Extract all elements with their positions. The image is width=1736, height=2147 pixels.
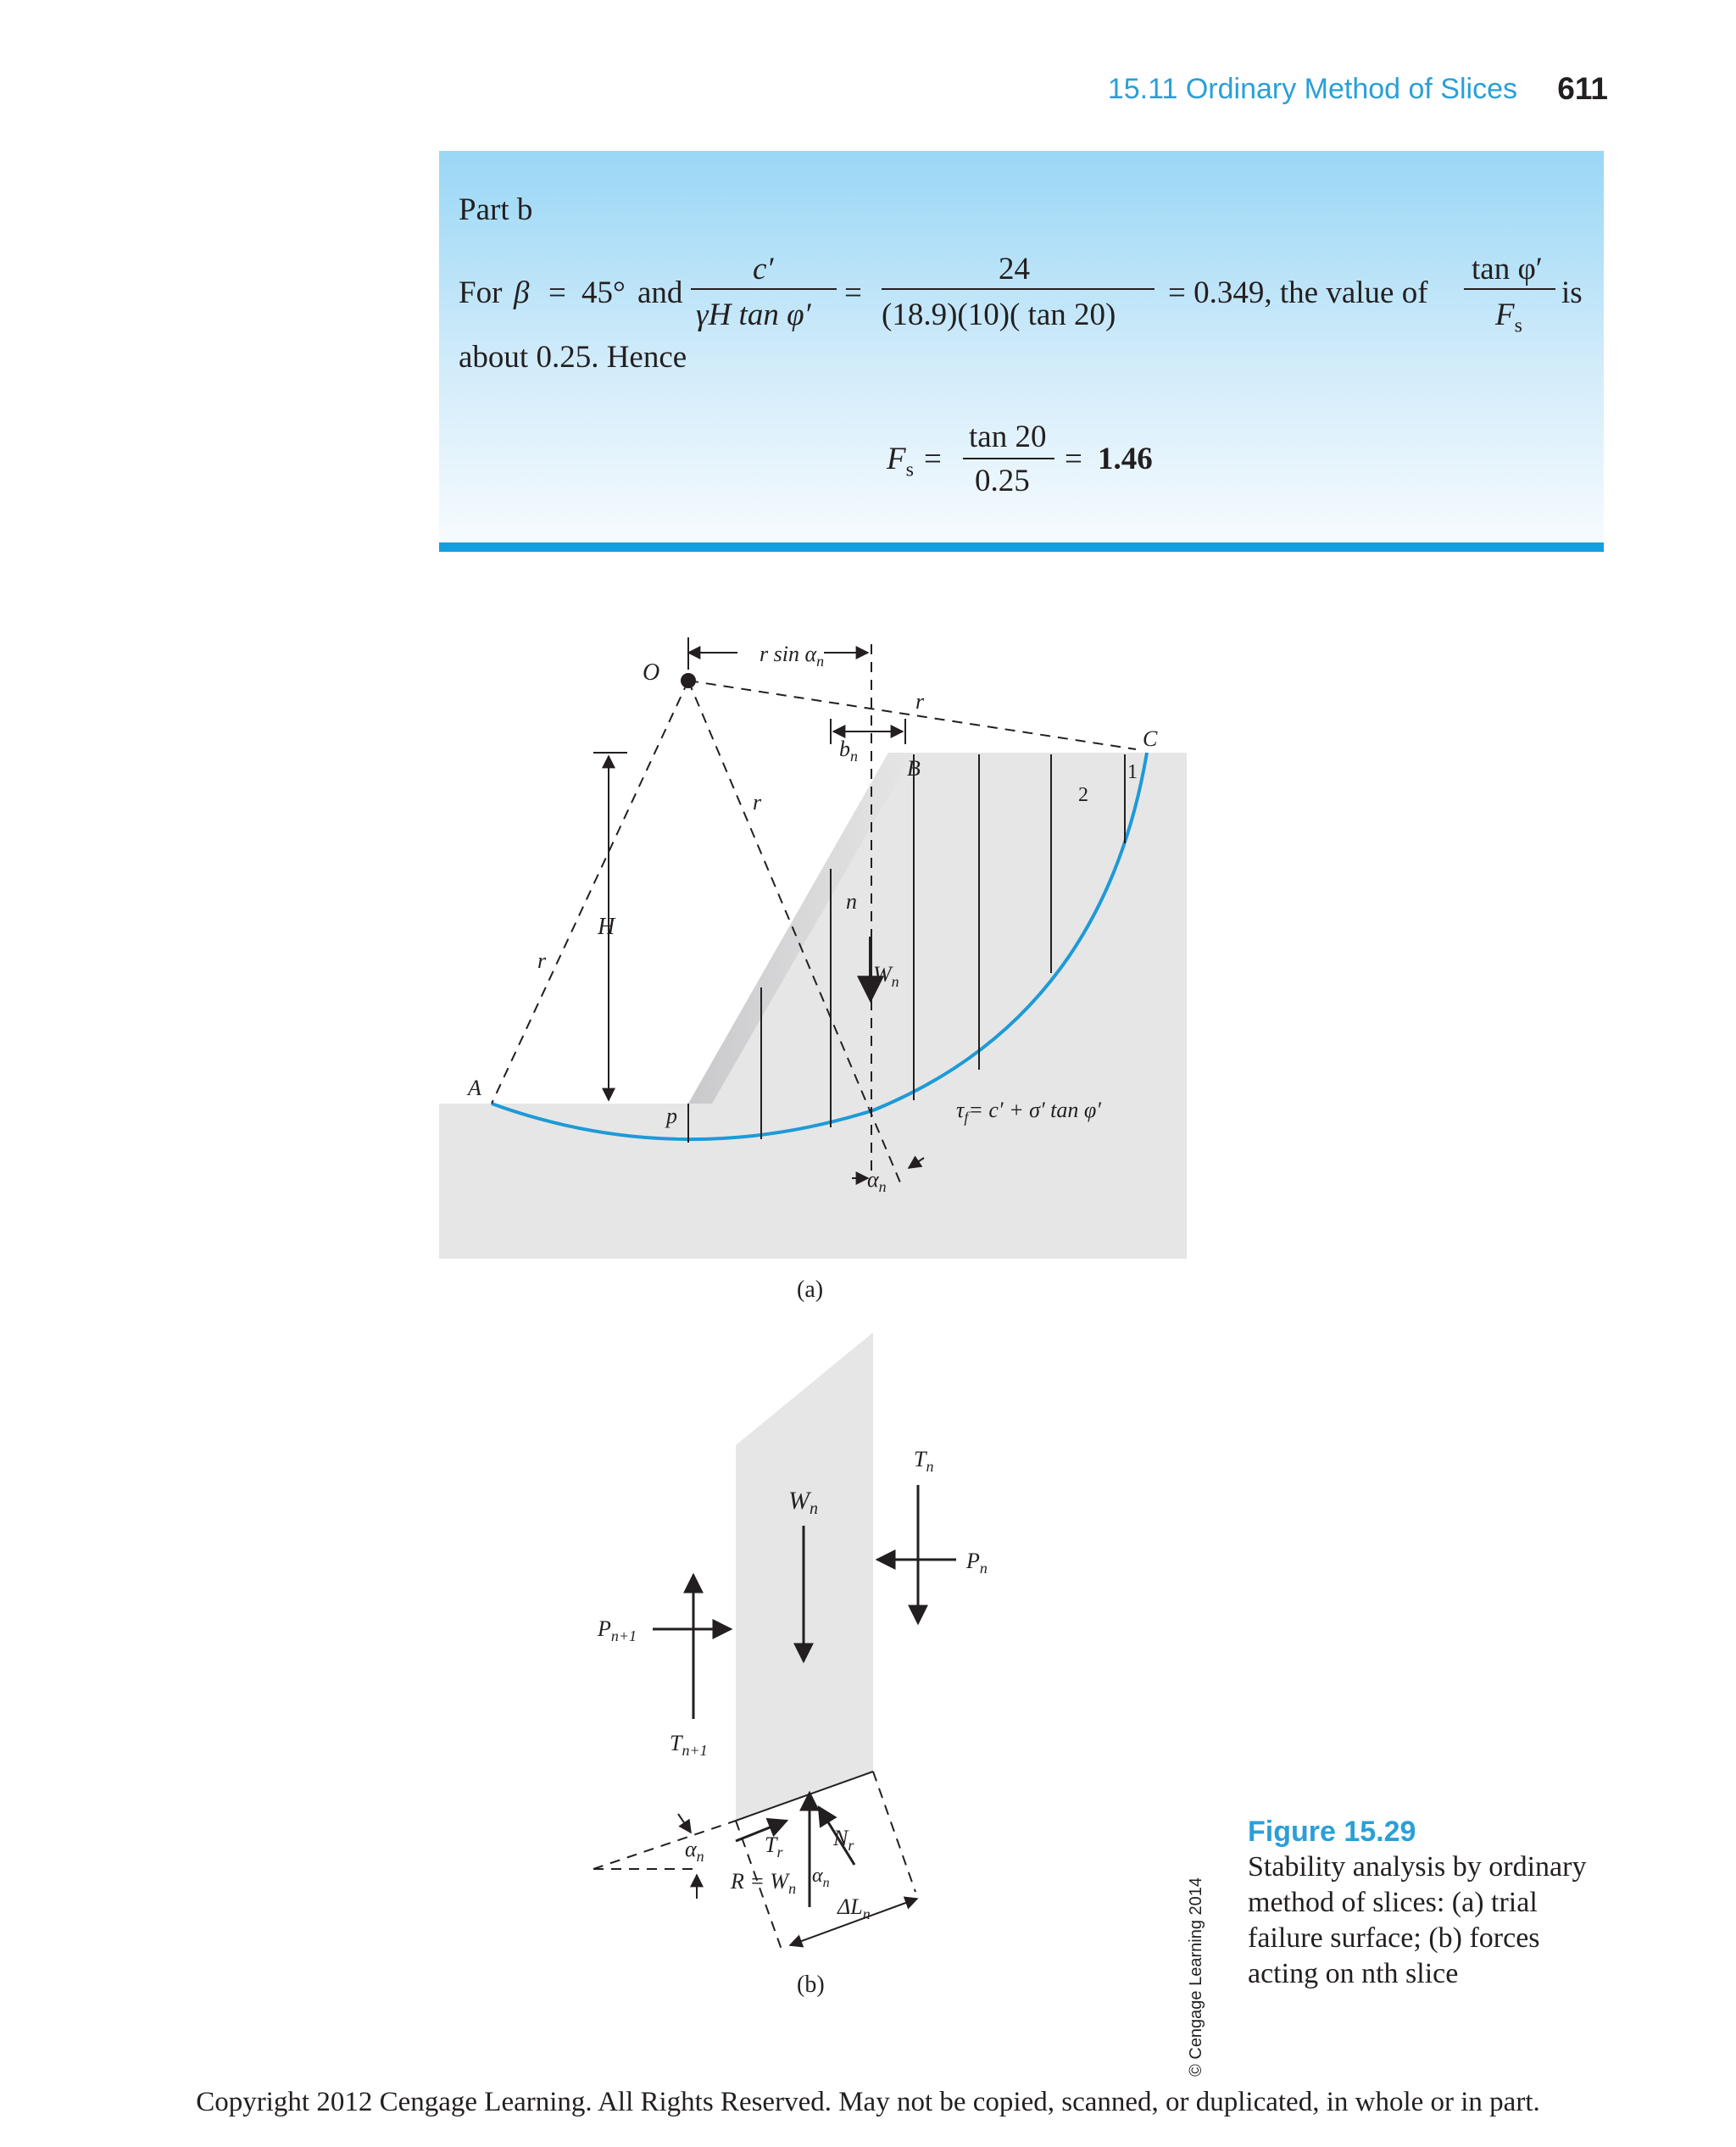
- label-b-n: $b_n$: [839, 737, 858, 765]
- label-W-n: $W_n$: [873, 962, 899, 990]
- label-fig-a: (a): [797, 1277, 824, 1303]
- frac2-numerator: 24: [999, 252, 1030, 286]
- frac1-denominator: γH tan φ′: [696, 298, 811, 332]
- frac3-numerator: tan φ′: [1472, 252, 1543, 286]
- fs-result-equals: =: [1065, 442, 1082, 476]
- fs-result: 1.46: [1098, 442, 1153, 476]
- label-fig-b: (b): [797, 1972, 825, 1998]
- part-heading: Part b: [459, 192, 533, 227]
- soil-mass: [439, 753, 1187, 1259]
- equals-sign: =: [548, 275, 566, 310]
- label-tau-f: $\tau_f= c' + \sigma'$ tan φ′: [956, 1098, 1101, 1126]
- label-delta-L: $\Delta L_n$: [837, 1894, 871, 1922]
- label-p: p: [666, 1104, 677, 1128]
- label-A: A: [468, 1076, 481, 1100]
- frac1-numerator: c′: [753, 252, 774, 286]
- label-slice-2: 2: [1078, 784, 1088, 806]
- label-W-n-b: $W_n$: [788, 1487, 818, 1518]
- label-R-eq: $R = W_n$: [731, 1869, 797, 1897]
- center-point-O: [681, 673, 696, 688]
- label-r-mid: r: [753, 790, 762, 815]
- label-P-n1: $P_{n+1}$: [598, 1616, 637, 1644]
- label-H: H: [598, 914, 615, 940]
- figure-label: Figure 15.29: [1248, 1816, 1416, 1848]
- line2-text: about 0.25. Hence: [459, 340, 687, 375]
- fs-equals: =: [924, 442, 942, 476]
- label-T-n1: $T_{n+1}$: [670, 1731, 708, 1759]
- result-text: = 0.349, the value of: [1168, 275, 1428, 310]
- label-N-r: $N_r$: [833, 1826, 854, 1854]
- fs-denominator: 0.25: [975, 464, 1030, 498]
- beta-value: 45°: [581, 275, 626, 310]
- label-T-n: $T_n$: [914, 1447, 934, 1475]
- frac3-denominator: $F_s$: [1495, 298, 1522, 337]
- figure-b: [593, 1332, 988, 1998]
- label-alpha-n-b: $\alpha_n$: [685, 1837, 704, 1865]
- fs-lhs: $F_s$: [887, 442, 914, 481]
- image-credit: © Cengage Learning 2014: [1187, 1877, 1205, 2077]
- section-title: 15.11 Ordinary Method of Slices: [1107, 73, 1517, 105]
- frac2-denominator: (18.9)(10)( tan 20): [882, 298, 1116, 332]
- figure-caption: [1248, 1814, 1604, 1992]
- label-alpha-n-b2: $\alpha_n$: [812, 1865, 830, 1890]
- label-T-r: $T_r$: [765, 1833, 783, 1861]
- copyright-notice: Copyright 2012 Cengage Learning. All Rights Reserved. May not be copied, scanned, or duplicated, in whole or in part.: [196, 2087, 1540, 2117]
- figure-a: [439, 637, 1187, 1303]
- for-text: For: [459, 275, 503, 310]
- fs-numerator: tan 20: [969, 420, 1047, 454]
- label-r-left: r: [537, 948, 547, 973]
- label-r-sin: r $\sin \alpha_n$: [760, 642, 825, 670]
- beta-symbol: β: [514, 275, 530, 310]
- and-text: and: [637, 275, 683, 310]
- label-n: n: [846, 889, 857, 914]
- label-r-top: r: [915, 689, 925, 714]
- page-number: 611: [1557, 71, 1608, 106]
- label-O: O: [643, 659, 660, 686]
- label-B: B: [907, 756, 921, 781]
- label-P-n: $P_n$: [966, 1549, 988, 1577]
- label-alpha-n-a: $\alpha_n$: [867, 1167, 887, 1195]
- is-text: is: [1561, 275, 1583, 310]
- label-C: C: [1143, 726, 1158, 751]
- equals-sign-2: =: [844, 275, 862, 310]
- label-slice-1: 1: [1127, 761, 1138, 783]
- figure-caption-text: Stability analysis by ordinary method of slices: (a) trial failure surface; (b) forces acting on nth slice: [1248, 1851, 1587, 1989]
